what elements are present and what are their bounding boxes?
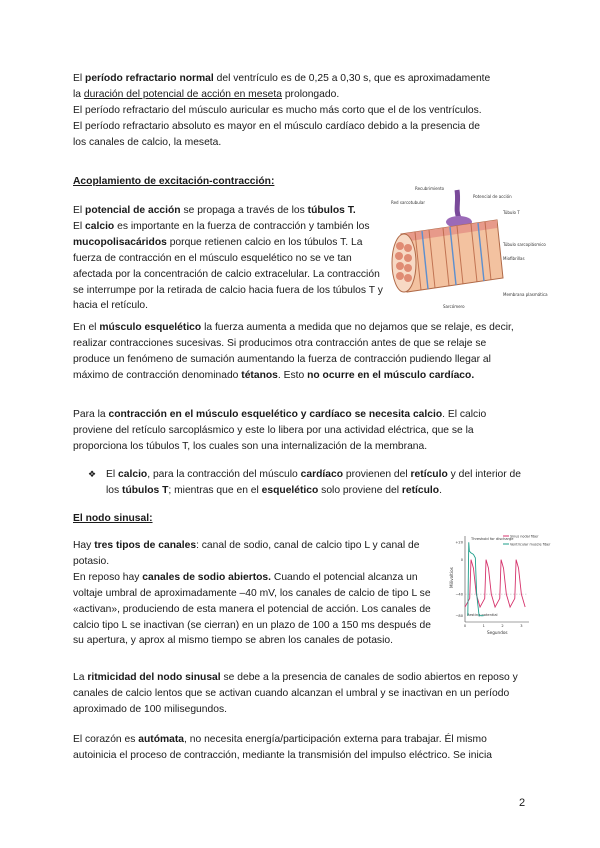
y-tick-label: −80 [455, 613, 463, 618]
diamond-bullet-icon: ❖ [88, 469, 97, 479]
paragraph-automata: El corazón es autómata, no necesita energía/participación externa para trabajar. Él mismo autoinicia el proceso de contracción, mediante la transmisión del impulso eléctrico. Se inicia [73, 734, 492, 761]
y-tick-label: 0 [460, 557, 463, 562]
heading-nodo-sinusal: El nodo sinusal: [73, 513, 153, 524]
x-tick-label: 2 [501, 624, 504, 628]
x-tick-label: 0 [463, 624, 467, 628]
label-recubrimiento: Recubrimiento [415, 186, 445, 191]
y-axis-label: Milivoltios [449, 567, 454, 588]
y-tick-label: +20 [455, 540, 463, 545]
muscle-fiber-figure [385, 182, 548, 312]
paragraph-ritmicidad: La ritmicidad del nodo sinusal se debe a la presencia de canales de sodio abiertos en reposo y canales de calcio lentos que se activan cuando alcanzan el umbral y se inactivan en un período aproximado de 100 milisegundos. [73, 672, 518, 715]
label-sarcomero: Sarcómero [443, 304, 465, 309]
text-line: El período refractario absoluto es mayor en el músculo cardíaco debido a la presencia de [73, 120, 480, 132]
paragraph-canales: Hay tres tipos de canales: canal de sodio, canal de calcio tipo L y canal de potasio. En reposo hay canales de sodio abiertos. Cuando el potencial alcanza un voltaje umbral de aproximadamente –40 mV, los canales de calcio de tipo L se «activan», produciendo de esta manera el potencial de acción. Los canales de calcio tipo L se inactivan (se cierran) en un plazo de 100 a 150 ms después de su apertura, y aprox al mismo tiempo se abren los canales de potasio. [73, 540, 431, 647]
x-axis-label: Segundos [487, 630, 508, 635]
text-line: El período refractario normal del ventrículo es de 0,25 a 0,30 s, que es aproximadamente [73, 73, 491, 84]
fiber-cross-section [392, 234, 416, 292]
nerve-ending-shape [457, 190, 459, 218]
bullet-text: El calcio, para la contracción del músculo cardíaco provienen del retículo y del interior de los túbulos T; mientras que en el esquelético solo proviene del retículo. [106, 469, 522, 496]
resting-annotation: Resting potential [467, 613, 498, 617]
paragraph-refractory [73, 71, 533, 151]
bullet-item [88, 467, 528, 499]
paragraph-calcio: Para la contracción en el músculo esquelético y cardíaco se necesita calcio. El calcio proviene del retículo sarcoplásmico y este lo libera por una actividad eléctrica, que se la proporciona los túbulos T, los cuales son una internalización de la membrana. [73, 409, 487, 452]
label-red-sarcotubular: Red sarcotubular [391, 200, 425, 205]
paragraph-esqueletico: En el músculo esquelético la fuerza aumenta a medida que no dejamos que se relaje, es decir, realizar contracciones sucesivas. Si producimos otra contracción antes de que se relaje se produce un fenómeno de sumación aumentando la fuerza de contracción pudiendo llegar al máximo de contracción denominado tétanos. Esto no ocurre en el músculo cardíaco. [73, 322, 514, 381]
label-tubulo-t: Túbulo T [503, 210, 520, 215]
legend-label-ventricular: Ventricular muscle fiber [510, 542, 551, 547]
series-line-sinus [465, 560, 525, 607]
page-number: 2 [519, 797, 526, 809]
text-line: El período refractario del músculo auricular es mucho más corto que el de los ventrículos. [73, 104, 482, 116]
heading-acoplamiento: Acoplamiento de excitación-contracción: [73, 176, 275, 187]
label-membrana: Membrana plasmática [503, 292, 548, 297]
action-potential-chart [443, 530, 551, 638]
label-potencial: Potencial de acción [473, 194, 512, 199]
legend-label-sinus: Sinus nodal fiber [510, 534, 539, 539]
text-line: la duración del potencial de acción en meseta prolongado. [73, 88, 340, 100]
label-miofibrillas: Miofibrillas [503, 256, 525, 261]
text-line: los canales de calcio, la meseta. [73, 136, 222, 148]
y-tick-label: −40 [455, 592, 463, 597]
x-tick-label: 1 [482, 624, 485, 628]
label-tubulo-sarcoplasmico: Túbulo sarcoplásmico [503, 242, 546, 247]
x-tick-label: 3 [520, 624, 523, 628]
paragraph-potencial: El potencial de acción se propaga a través de los túbulos T. El calcio es importante en la fuerza de contracción y también los mucopolisacáridos porque retienen calcio en los túbulos T. La fuerza de contracción en el músculo esquelético no se ve tan afectada por la concentración de calcio extracelular. La contracción se interrumpe por la retirada de calcio hacia fuera de los túbulos T y hacia el retículo. [73, 205, 383, 312]
threshold-annotation: Threshold for discharge [471, 537, 514, 541]
